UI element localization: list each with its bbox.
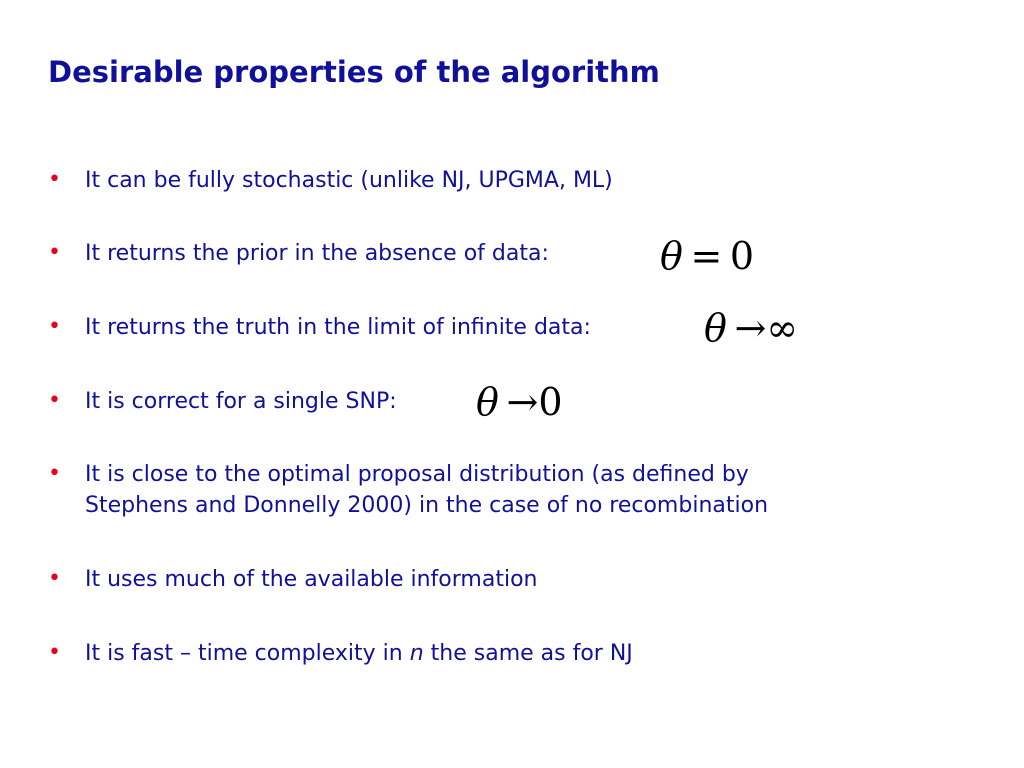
math-value: 0 [538,380,563,424]
math-value: ∞ [766,306,798,350]
math-theta: θ [704,306,727,350]
bullet-text [85,638,633,669]
math-theta: θ [476,380,499,424]
bullet-dot-icon: • [48,314,61,339]
bullet-text-line: Stephens and Donnelly 2000) in the case of no recombination [85,493,769,518]
bullet-dot-icon: • [48,640,61,665]
bullet-text: It returns the truth in the limit of infinite data: [85,315,591,340]
bullet-text: It can be fully stochastic (unlike NJ, UPGMA, ML) [85,168,613,193]
bullet-text: It is correct for a single SNP: [85,389,397,414]
slide-title: Desirable properties of the algorithm [48,55,660,89]
math-theta: θ [660,234,683,278]
bullet-text-part: It is fast – time complexity in [85,641,410,666]
bullet-dot-icon: • [48,240,61,265]
math-operator: → [734,306,767,350]
math-operator: → [506,380,539,424]
bullet-dot-icon: • [48,388,61,413]
math-expression [476,380,563,424]
bullet-text-italic: n [409,641,424,666]
bullet-dot-icon: • [48,461,61,486]
bullet-dot-icon: • [48,566,61,591]
math-value: 0 [729,234,755,278]
bullet-text: It uses much of the available information [85,567,538,592]
bullet-text: It returns the prior in the absence of data: [85,241,549,266]
bullet-text-part: the same as for NJ [423,641,633,666]
bullet-dot-icon: • [48,167,61,192]
bullet-text-line: It is close to the optimal proposal distribution (as defined by [85,462,749,487]
math-operator: = [690,234,723,278]
math-expression [704,306,798,350]
math-expression [660,234,754,278]
